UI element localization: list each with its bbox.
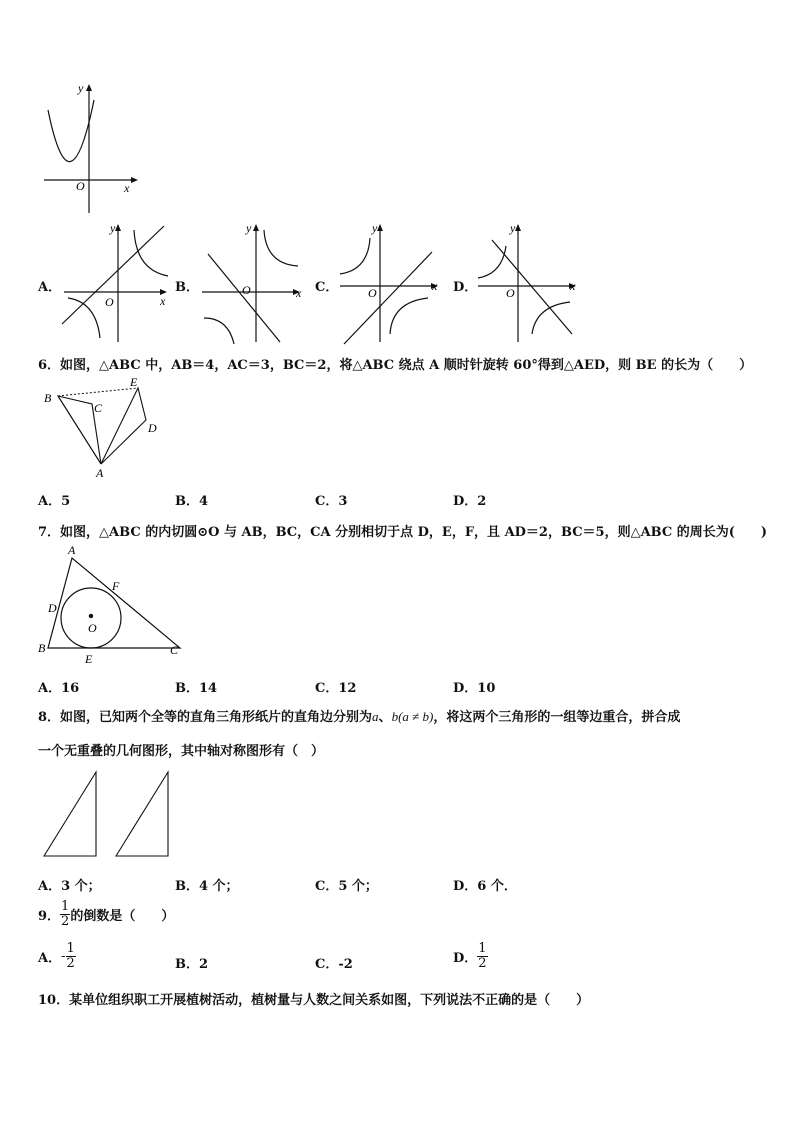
q7-label-o: O — [88, 621, 97, 635]
q7-option-c: C．12 — [315, 681, 357, 696]
svg-text:x: x — [432, 279, 438, 293]
q5-option-c-letter: C． — [315, 280, 339, 295]
q8-var-a: a — [372, 709, 379, 724]
svg-text:x: x — [570, 279, 576, 293]
q8-triangles-figure — [40, 768, 180, 860]
q7-question-text: 7．如图，△ABC 的内切圆⊙O 与 AB，BC，CA 分别相切于点 D，E，F，且 AD＝2，BC＝5，则△ABC 的周长为( ) — [38, 525, 768, 540]
svg-text:y: y — [246, 221, 252, 235]
q5-option-d-graph — [474, 220, 589, 345]
q6-label-d: D — [148, 421, 157, 435]
q6-option-b: B．4 — [175, 494, 209, 509]
q6-option-d: D．2 — [453, 494, 487, 509]
q8-condition: (a ≠ b) — [398, 709, 434, 724]
q8-option-c: C．5 个； — [315, 879, 378, 894]
q7-label-c: C — [170, 643, 179, 657]
q7-label-e: E — [85, 652, 93, 666]
svg-text:x: x — [296, 286, 302, 300]
q9-option-d: D． $\frac{1}{2}$ — [453, 941, 487, 971]
svg-text:O: O — [368, 286, 377, 300]
q7-label-d: D — [48, 601, 57, 615]
q6-option-c: C．3 — [315, 494, 348, 509]
q9-question-text: 9． $\frac{1}{2}$ 的倒数是（ ） — [38, 899, 175, 929]
q6-label-b: B — [44, 391, 52, 405]
q5-option-c-graph — [336, 220, 451, 345]
q7-incircle-figure — [36, 542, 186, 666]
q9-option-a: A．- $\frac{1}{2}$ — [38, 941, 75, 971]
svg-text:O: O — [242, 283, 251, 297]
q6-rotation-figure — [38, 376, 162, 480]
q5-option-d-letter: D． — [453, 280, 478, 295]
q5-option-b-graph — [198, 220, 313, 345]
q8-question-line1: 8．如图，已知两个全等的直角三角形纸片的直角边分别为a、b(a ≠ b)，将这两个三角形的一组等边重合，拼合成 — [38, 709, 681, 725]
q9-option-b: B．2 — [175, 957, 209, 972]
svg-text:y: y — [372, 221, 378, 235]
q6-label-c: C — [94, 401, 103, 415]
svg-text:x: x — [160, 294, 166, 308]
svg-text:y: y — [110, 221, 116, 235]
q10-question-text: 10．某单位组织职工开展植树活动，植树量与人数之间关系如图，下列说法不正确的是（ ） — [38, 993, 590, 1008]
q7-option-d: D．10 — [453, 681, 496, 696]
q5-option-a-letter: A． — [38, 280, 62, 295]
q7-option-a: A．16 — [38, 681, 80, 696]
q8-option-b: B．4 个； — [175, 879, 239, 894]
q5-option-a-graph — [60, 220, 175, 345]
axis-x-label: x — [124, 181, 130, 195]
svg-text:y: y — [510, 221, 516, 235]
q7-label-a: A — [68, 543, 76, 557]
q8-var-b: b — [391, 709, 399, 724]
q8-option-a: A．3 个； — [38, 879, 101, 894]
q7-option-b: B．14 — [175, 681, 218, 696]
parabola-graph — [36, 78, 146, 218]
q9-option-c: C．-2 — [315, 957, 353, 972]
q7-label-b: B — [38, 641, 46, 655]
q8-question-line2: 一个无重叠的几何图形，其中轴对称图形有（ ） — [38, 744, 325, 759]
q5-option-b-letter: B． — [175, 280, 199, 295]
q6-label-e: E — [130, 376, 138, 389]
axis-y-label: y — [78, 81, 84, 95]
q7-label-f: F — [112, 579, 120, 593]
q6-question-text: 6．如图，△ABC 中，AB＝4，AC＝3，BC＝2，将△ABC 绕点 A 顺时针旋转 60°得到△AED，则 BE 的长为（ ） — [38, 358, 753, 373]
q6-label-a: A — [96, 466, 104, 480]
svg-text:O: O — [105, 295, 114, 309]
q9-fraction: $\frac{1}{2}$ — [61, 899, 70, 929]
q6-option-a: A．5 — [38, 494, 71, 509]
origin-label: O — [76, 179, 85, 193]
svg-text:O: O — [506, 286, 515, 300]
q8-option-d: D．6 个． — [453, 879, 517, 894]
